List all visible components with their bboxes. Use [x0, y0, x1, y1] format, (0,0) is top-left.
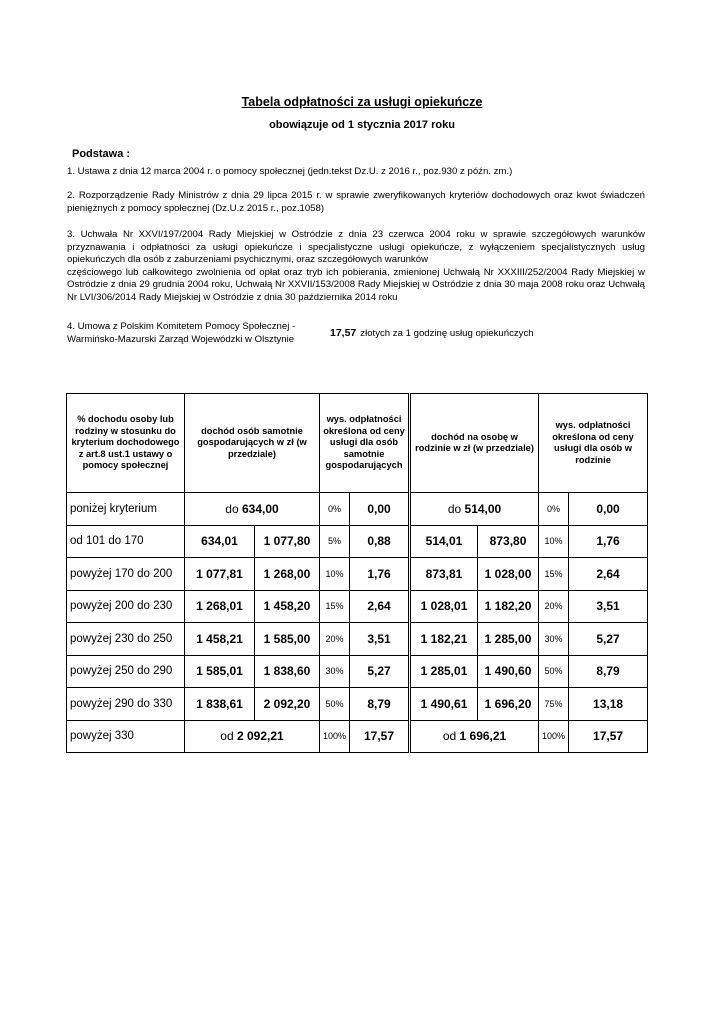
single-fee-percent: 10%	[320, 558, 350, 591]
single-income-from: 1 585,01	[185, 655, 255, 688]
basis-item-3-part-2: częściowego lub całkowitego zwolnienia od opłat oraz tryb ich pobierania, zmienionej Uchwałą Nr XXXIII/252/2004 Rady Miejskiej w Ostródzie z dnia 29 grudnia 2004 roku, Uchwałą Nr XXVII/153/2008 Rady Miejskiej w Ostródzie z dnia 30 maja 2008 roku oraz Uchwałą Nr LVI/306/2014 Rady Miejskiej w Ostródzie z dnia 30 października 2014 roku	[67, 266, 645, 303]
family-fee-percent: 20%	[539, 590, 569, 623]
family-income-prefix: od	[442, 729, 457, 744]
single-income-threshold	[185, 720, 320, 753]
single-fee-percent: 50%	[320, 688, 350, 721]
single-income-to: 1 458,20	[255, 590, 320, 623]
family-fee: 2,64	[569, 558, 648, 591]
table-row	[67, 590, 648, 623]
family-income-prefix: do	[447, 501, 462, 516]
family-fee-percent: 15%	[539, 558, 569, 591]
table-row	[67, 525, 648, 558]
single-fee: 2,64	[350, 590, 410, 623]
family-income-to: 1 490,60	[478, 655, 539, 688]
single-fee-percent: 20%	[320, 623, 350, 656]
family-fee: 3,51	[569, 590, 648, 623]
table-header-row	[67, 394, 648, 493]
single-income-to: 1 268,00	[255, 558, 320, 591]
family-fee: 0,00	[569, 493, 648, 526]
hourly-rate-value: 17,57	[330, 327, 357, 339]
single-fee: 17,57	[350, 720, 410, 753]
basis-heading: Podstawa :	[72, 148, 131, 160]
header-family-fee: wys. odpłatności określona od ceny usługi dla osób w rodzinie	[539, 394, 648, 493]
income-range: powyżej 330	[67, 720, 185, 753]
family-fee: 8,79	[569, 655, 648, 688]
family-income-to: 1 182,20	[478, 590, 539, 623]
header-income-percent: % dochodu osoby lub rodziny w stosunku do kryterium dochodowego z art.8 ust.1 ustawy o pomocy społecznej	[67, 394, 185, 493]
single-income-prefix: do	[225, 501, 239, 516]
single-fee-percent: 5%	[320, 525, 350, 558]
single-income-from: 1 077,81	[185, 558, 255, 591]
family-income-from: 514,01	[410, 525, 478, 558]
header-family-income: dochód na osobę w rodzinie w zł (w przedziale)	[410, 394, 539, 493]
income-range: powyżej 200 do 230	[67, 590, 185, 623]
basis-item-4: 4. Umowa z Polskim Komitetem Pomocy Społecznej - Warmińsko-Mazurski Zarząd Wojewódzki w Olsztynie	[67, 321, 296, 345]
single-income-prefix: od	[220, 729, 234, 744]
income-range: powyżej 230 do 250	[67, 623, 185, 656]
basis-item-1: 1. Ustawa z dnia 12 marca 2004 r. o pomocy społecznej (jedn.tekst Dz.U. z 2016 r., poz.930 z późn. zm.)	[67, 166, 513, 177]
family-fee-percent: 50%	[539, 655, 569, 688]
income-range: poniżej kryterium	[67, 493, 185, 526]
family-fee: 1,76	[569, 525, 648, 558]
income-range: powyżej 170 do 200	[67, 558, 185, 591]
single-fee-percent: 0%	[320, 493, 350, 526]
family-income-from: 1 028,01	[410, 590, 478, 623]
single-income-value: 634,00	[242, 501, 279, 516]
header-single-income: dochód osób samotnie gospodarujących w zł (w przedziale)	[185, 394, 320, 493]
single-income-to: 1 585,00	[255, 623, 320, 656]
basis-item-3-part-1: 3. Uchwała Nr XXVI/197/2004 Rady Miejskiej w Ostródzie z dnia 23 czerwca 2004 roku w sprawie szczegółowych warunków przyznawania i odpłatności za usługi opiekuńcze i specjalistyczne usługi opiekuńcze, z wyłączeniem specjalistycznych usług opiekuńczych dla osób z zaburzeniami psychicznymi, oraz szczegółowych warunków	[67, 229, 645, 265]
family-income-threshold	[410, 720, 539, 753]
family-income-to: 1 696,20	[478, 688, 539, 721]
table-row	[67, 558, 648, 591]
family-income-value: 1 696,21	[459, 729, 507, 744]
family-fee-percent: 30%	[539, 623, 569, 656]
single-fee: 0,00	[350, 493, 410, 526]
income-range: od 101 do 170	[67, 525, 185, 558]
single-fee-percent: 30%	[320, 655, 350, 688]
family-fee-percent: 10%	[539, 525, 569, 558]
single-income-from: 1 838,61	[185, 688, 255, 721]
single-income-to: 1 077,80	[255, 525, 320, 558]
single-fee-percent: 100%	[320, 720, 350, 753]
hourly-rate-text: złotych za 1 godzinę usług opiekuńczych	[360, 328, 534, 339]
single-fee: 5,27	[350, 655, 410, 688]
family-fee: 5,27	[569, 623, 648, 656]
family-fee: 13,18	[569, 688, 648, 721]
family-fee-percent: 0%	[539, 493, 569, 526]
family-income-value: 514,00	[464, 501, 502, 516]
family-income-threshold	[410, 493, 539, 526]
single-fee: 8,79	[350, 688, 410, 721]
income-range: powyżej 290 do 330	[67, 688, 185, 721]
family-income-from: 1 490,61	[410, 688, 478, 721]
family-income-to: 873,80	[478, 525, 539, 558]
family-income-from: 873,81	[410, 558, 478, 591]
single-fee: 3,51	[350, 623, 410, 656]
single-income-from: 1 268,01	[185, 590, 255, 623]
single-fee: 1,76	[350, 558, 410, 591]
family-income-to: 1 028,00	[478, 558, 539, 591]
table-row	[67, 720, 648, 753]
family-fee: 17,57	[569, 720, 648, 753]
fee-table	[66, 393, 648, 753]
header-single-fee: wys. odpłatności określona od ceny usługi dla osób samotnie gospodarujących	[320, 394, 410, 493]
family-fee-percent: 75%	[539, 688, 569, 721]
table-row	[67, 623, 648, 656]
basis-item-3	[67, 229, 645, 304]
single-income-from: 1 458,21	[185, 623, 255, 656]
income-range: powyżej 250 do 290	[67, 655, 185, 688]
page-subtitle: obowiązuje od 1 stycznia 2017 roku	[269, 119, 455, 131]
hourly-rate	[330, 327, 534, 339]
page-title: Tabela odpłatności za usługi opiekuńcze	[241, 95, 483, 109]
single-income-to: 2 092,20	[255, 688, 320, 721]
single-fee-percent: 15%	[320, 590, 350, 623]
single-income-from: 634,01	[185, 525, 255, 558]
basis-item-2: 2. Rozporządzenie Rady Ministrów z dnia 29 lipca 2015 r. w sprawie zweryfikowanych kryteriów dochodowych oraz kwot świadczeń pieniężnych z pomocy społecznej (Dz.U.z 2015 r., poz.1058)	[67, 190, 645, 214]
table-row	[67, 655, 648, 688]
single-income-threshold	[185, 493, 320, 526]
single-fee: 0,88	[350, 525, 410, 558]
family-income-from: 1 182,21	[410, 623, 478, 656]
family-income-to: 1 285,00	[478, 623, 539, 656]
single-income-to: 1 838,60	[255, 655, 320, 688]
table-row	[67, 688, 648, 721]
single-income-value: 2 092,21	[237, 729, 284, 744]
family-fee-percent: 100%	[539, 720, 569, 753]
table-row	[67, 493, 648, 526]
family-income-from: 1 285,01	[410, 655, 478, 688]
